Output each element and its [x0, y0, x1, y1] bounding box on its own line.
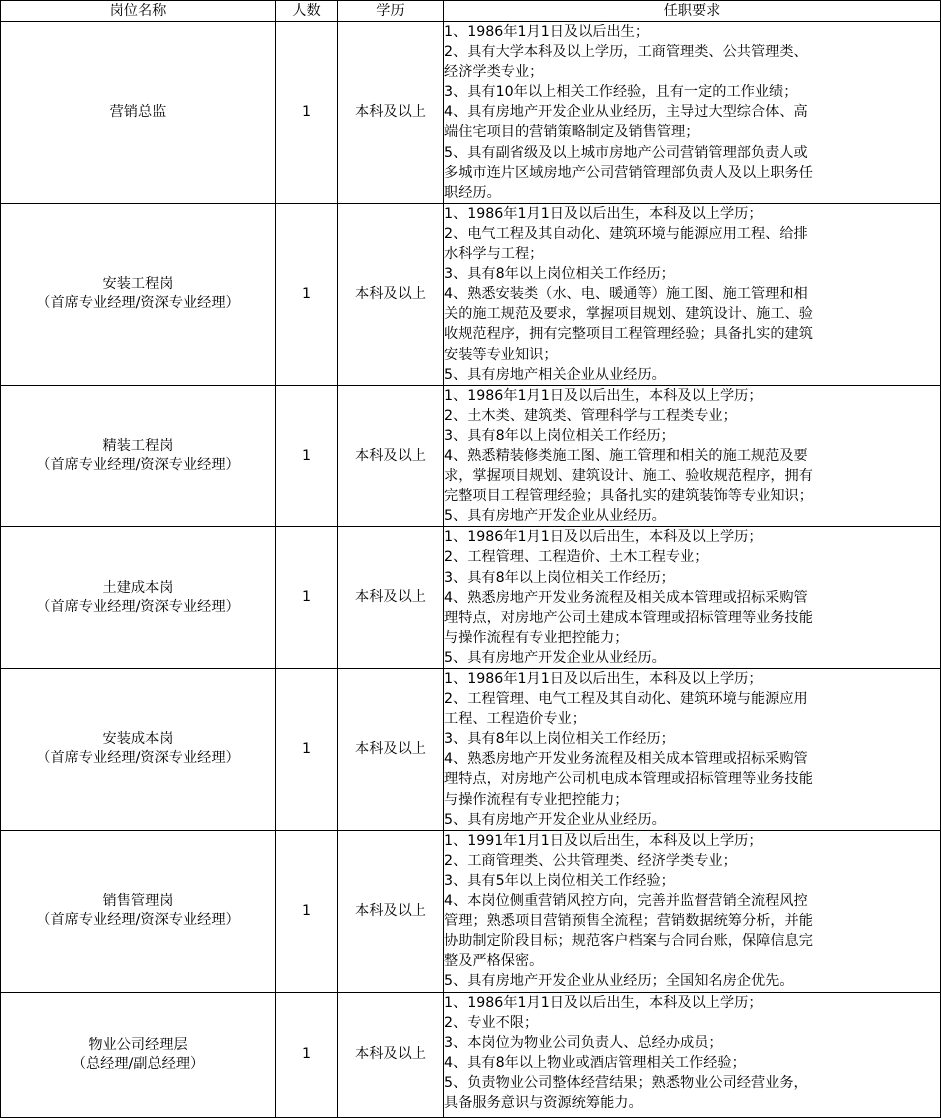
headcount-cell: 1: [276, 527, 338, 669]
education-cell: 本科及以上: [338, 385, 444, 527]
requirement-line: 多城市连片区域房地产公司营销管理部负责人及以上职务任: [444, 164, 813, 181]
requirement-line: 3、本岗位为物业公司负责人、总经办成员；: [444, 1034, 723, 1051]
education-cell: 本科及以上: [338, 830, 444, 992]
position-title: 精装工程岗: [102, 438, 174, 455]
requirement-line: 关的施工规范及要求，掌握项目规划、建筑设计、施工、验: [444, 306, 813, 323]
requirement-line: 2、工程管理、电气工程及其自动化、建筑环境与能源应用: [444, 691, 808, 708]
education-cell: 本科及以上: [338, 22, 444, 204]
requirements-cell: [444, 527, 941, 669]
requirement-line: 1、1986年1月1日及以后出生，本科及以上学历；: [444, 205, 763, 222]
header-requirements: 任职要求: [444, 1, 941, 22]
requirement-line: 3、具有8年以上岗位相关工作经历；: [444, 266, 675, 283]
requirement-line: 管理；熟悉项目营销预售全流程；营销数据统筹分析，并能: [444, 913, 813, 930]
requirement-line: 5、具有房地产开发企业从业经历。: [444, 508, 666, 525]
requirements-cell: [444, 669, 941, 831]
requirement-line: 1、1986年1月1日及以后出生，本科及以上学历；: [444, 671, 763, 687]
requirement-line: 职经历。: [444, 184, 501, 201]
headcount-cell: 1: [276, 22, 338, 204]
requirements-cell: [444, 992, 941, 1117]
requirement-line: 4、本岗位侧重营销风控方向，完善并监督营销全流程风控: [444, 893, 808, 910]
requirement-line: 2、专业不限；: [444, 1014, 539, 1031]
requirement-line: 2、土木类、建筑类、管理科学与工程类专业；: [444, 407, 737, 424]
position-title: 土建成本岗: [102, 579, 174, 596]
table-row: [1, 992, 941, 1117]
table-row: [1, 527, 941, 669]
requirement-line: 5、具有房地产开发企业从业经历。: [444, 811, 666, 828]
requirement-line: 理特点，对房地产公司土建成本管理或招标管理等业务技能: [444, 609, 813, 626]
position-subtitle: （首席专业经理/资深专业经理）: [36, 457, 240, 474]
requirement-line: 4、具有房地产开发企业从业经历，主导过大型综合体、高: [444, 104, 808, 121]
requirement-line: 5、具有副省级及以上城市房地产公司营销管理部负责人或: [444, 144, 808, 161]
position-subtitle: （首席专业经理/资深专业经理）: [36, 912, 240, 929]
header-education: 学历: [338, 1, 444, 22]
table-row: [1, 385, 941, 527]
requirement-line: 2、具有大学本科及以上学历，工商管理类、公共管理类、: [444, 44, 808, 61]
headcount-cell: 1: [276, 992, 338, 1117]
requirement-line: 2、工程管理、工程造价、土木工程专业；: [444, 549, 709, 566]
education-cell: 本科及以上: [338, 992, 444, 1117]
position-name-cell: [1, 669, 276, 831]
requirements-cell: [444, 385, 941, 527]
education-cell: 本科及以上: [338, 527, 444, 669]
position-name-cell: [1, 527, 276, 669]
position-title: 安装工程岗: [102, 276, 174, 293]
table-row: [1, 830, 941, 992]
requirement-line: 2、工商管理类、公共管理类、经济学类专业；: [444, 852, 737, 869]
headcount-cell: 1: [276, 830, 338, 992]
requirement-line: 工程、工程造价专业；: [444, 711, 586, 728]
requirement-line: 3、具有8年以上岗位相关工作经历；: [444, 427, 675, 444]
position-name-cell: [1, 203, 276, 385]
requirement-line: 5、具有房地产开发企业从业经历；全国知名房企优先。: [444, 973, 794, 990]
position-title: 销售管理岗: [102, 893, 174, 910]
requirement-line: 4、具有8年以上物业或酒店管理相关工作经验；: [444, 1055, 746, 1072]
requirement-line: 理特点，对房地产公司机电成本管理或招标管理等业务技能: [444, 771, 813, 788]
position-name-cell: [1, 830, 276, 992]
table-row: [1, 22, 941, 204]
requirement-line: 3、具有8年以上岗位相关工作经历；: [444, 569, 675, 586]
requirement-line: 经济学类专业；: [444, 64, 544, 81]
requirement-line: 整及严格保密。: [444, 953, 544, 970]
table-header-row: [1, 1, 941, 22]
position-name-cell: [1, 992, 276, 1117]
requirement-line: 4、熟悉精装修类施工图、施工管理和相关的施工规范及要: [444, 447, 808, 464]
requirement-line: 完整项目工程管理经验；具备扎实的建筑装饰等专业知识；: [444, 488, 813, 505]
table-row: [1, 669, 941, 831]
position-subtitle: （首席专业经理/资深专业经理）: [36, 750, 240, 767]
requirement-line: 3、具有8年以上岗位相关工作经历；: [444, 731, 675, 748]
education-cell: 本科及以上: [338, 669, 444, 831]
requirement-line: 求，掌握项目规划、建筑设计、施工、验收规范程序，拥有: [444, 468, 813, 485]
headcount-cell: 1: [276, 203, 338, 385]
requirement-line: 1、1991年1月1日及以后出生，本科及以上学历；: [444, 832, 763, 849]
position-name-cell: [1, 22, 276, 204]
requirement-line: 协助制定阶段目标；规范客户档案与合同台账，保障信息完: [444, 933, 813, 950]
requirement-line: 5、具有房地产开发企业从业经历。: [444, 649, 666, 666]
requirement-line: 端住宅项目的营销策略制定及销售管理；: [444, 124, 700, 141]
requirement-line: 收规范程序，拥有完整项目工程管理经验；具备扎实的建筑: [444, 326, 813, 343]
requirement-line: 1、1986年1月1日及以后出生；: [444, 24, 650, 40]
requirement-line: 3、具有5年以上岗位相关工作经验；: [444, 872, 675, 889]
requirement-line: 安装等专业知识；: [444, 346, 558, 363]
table-row: [1, 203, 941, 385]
requirement-line: 4、熟悉房地产开发业务流程及相关成本管理或招标采购管: [444, 589, 808, 606]
position-subtitle: （总经理/副总经理）: [71, 1055, 205, 1072]
requirement-line: 1、1986年1月1日及以后出生，本科及以上学历；: [444, 387, 763, 404]
headcount-cell: 1: [276, 669, 338, 831]
headcount-cell: 1: [276, 385, 338, 527]
requirement-line: 4、熟悉安装类（水、电、暖通等）施工图、施工管理和相: [444, 286, 808, 303]
requirements-cell: [444, 22, 941, 204]
position-title: 物业公司经理层: [88, 1036, 188, 1053]
position-subtitle: （首席专业经理/资深专业经理）: [36, 598, 240, 615]
requirements-cell: [444, 203, 941, 385]
requirements-cell: [444, 830, 941, 992]
header-position: 岗位名称: [1, 1, 276, 22]
position-title: 安装成本岗: [102, 731, 174, 748]
requirement-line: 1、1986年1月1日及以后出生，本科及以上学历；: [444, 994, 763, 1011]
requirement-line: 水科学与工程；: [444, 246, 544, 263]
requirement-line: 与操作流程有专业把控能力；: [444, 791, 629, 808]
requirement-line: 5、负责物业公司整体经营结果；熟悉物业公司经营业务，: [444, 1075, 808, 1092]
education-cell: 本科及以上: [338, 203, 444, 385]
header-count: 人数: [276, 1, 338, 22]
requirement-line: 与操作流程有专业把控能力；: [444, 629, 629, 646]
requirement-line: 3、具有10年以上相关工作经验，且有一定的工作业绩；: [444, 84, 798, 101]
position-subtitle: （首席专业经理/资深专业经理）: [36, 295, 240, 312]
requirement-line: 2、电气工程及其自动化、建筑环境与能源应用工程、给排: [444, 225, 808, 242]
requirement-line: 5、具有房地产相关企业从业经历。: [444, 366, 666, 383]
requirement-line: 4、熟悉房地产开发业务流程及相关成本管理或招标采购管: [444, 751, 808, 768]
requirement-line: 1、1986年1月1日及以后出生，本科及以上学历；: [444, 529, 763, 546]
position-title: 营销总监: [109, 103, 167, 120]
requirement-line: 具备服务意识与资源统筹能力。: [444, 1095, 643, 1112]
position-name-cell: [1, 385, 276, 527]
